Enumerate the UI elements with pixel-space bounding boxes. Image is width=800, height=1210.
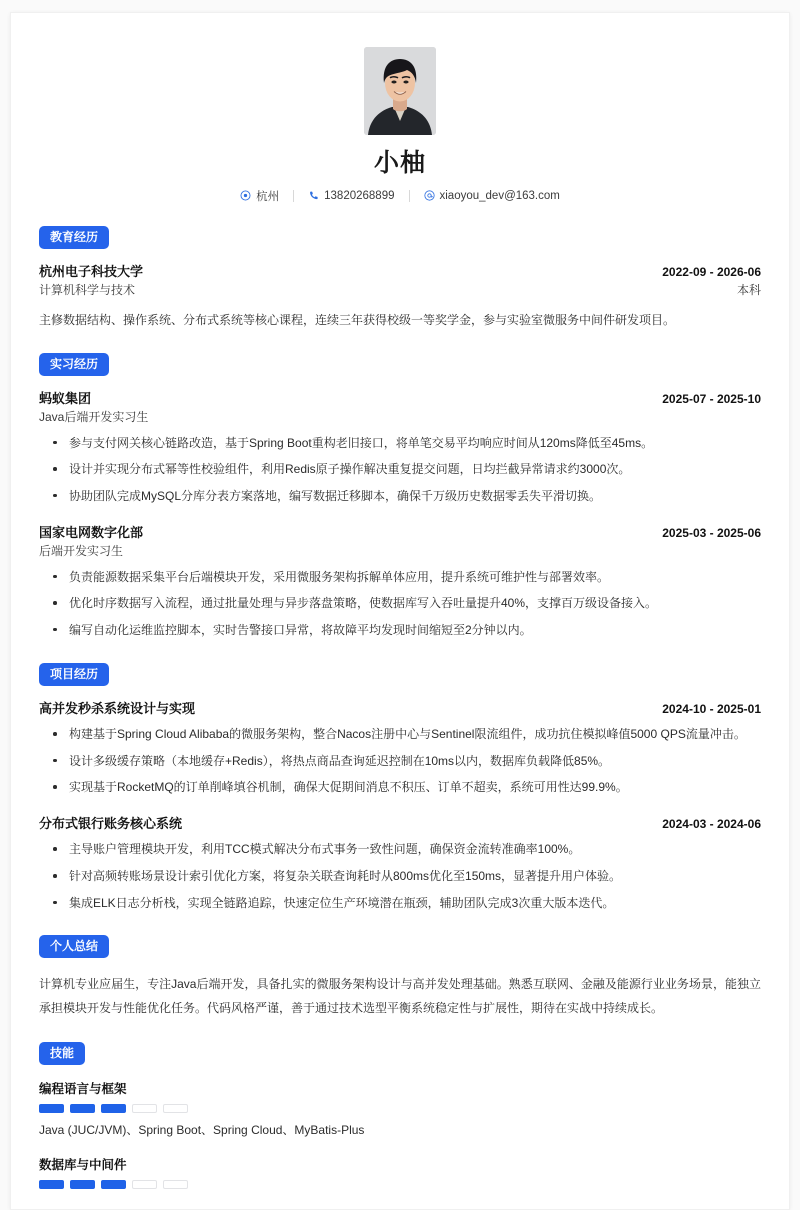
list-item: 负责能源数据采集平台后端模块开发，采用微服务架构拆解单体应用，提升系统可维护性与部署效率。	[39, 567, 761, 588]
company-name: 蚂蚁集团	[39, 390, 92, 406]
internship-entry	[39, 389, 761, 507]
job-title: Java后端开发实习生	[39, 410, 149, 425]
entry-header-row	[39, 814, 761, 834]
education-description: 主修数据结构、操作系统、分布式系统等核心课程，连续三年获得校级一等奖学金，参与实验室微服务中间件研发项目。	[39, 312, 676, 327]
list-item: 集成ELK日志分析栈，实现全链路追踪，快速定位生产环境潜在瓶颈，辅助团队完成3次重大版本迭代。	[39, 893, 761, 914]
internship-bullets	[39, 567, 761, 641]
rating-segment	[39, 1180, 64, 1189]
project-entry	[39, 814, 761, 913]
contact-email-text: xiaoyou_dev@163.com	[439, 189, 560, 202]
school-name: 杭州电子科技大学	[39, 263, 144, 279]
portrait-photo	[364, 47, 436, 135]
job-title: 后端开发实习生	[39, 544, 124, 559]
project-date: 2024-10 - 2025-01	[662, 701, 761, 716]
resume-page	[10, 12, 790, 1210]
rating-segment	[39, 1104, 64, 1113]
list-item: 主导账户管理模块开发，利用TCC模式解决分布式事务一致性问题，确保资金流转准确率100%。	[39, 839, 761, 860]
company-name: 国家电网数字化部	[39, 524, 144, 540]
section-internship	[39, 353, 761, 641]
contact-location	[226, 188, 293, 204]
email-icon	[424, 190, 435, 201]
skill-rating-bar	[39, 1104, 761, 1113]
contact-email	[410, 190, 574, 202]
rating-segment	[70, 1180, 95, 1189]
project-bullets	[39, 724, 761, 798]
resume-header	[39, 47, 761, 204]
rating-segment	[132, 1180, 157, 1189]
list-item: 编写自动化运维监控脚本，实时告警接口异常，将故障平均发现时间缩短至2分钟以内。	[39, 620, 761, 641]
contact-location-text: 杭州	[256, 190, 280, 203]
summary-text: 计算机专业应届生，专注Java后端开发，具备扎实的微服务架构设计与高并发处理基础。熟悉互联网、金融及能源行业业务场景，能独立承担模块开发与性能优化任务。代码风格严谨，善于通过技术选型平衡系统稳定性与扩展性，期待在实战中持续成长。	[39, 977, 761, 1016]
section-education	[39, 226, 761, 331]
rating-segment	[101, 1104, 126, 1113]
section-badge-projects: 项目经历	[39, 663, 109, 686]
education-date: 2022-09 - 2026-06	[662, 264, 761, 279]
list-item: 实现基于RocketMQ的订单削峰填谷机制，确保大促期间消息不积压、订单不超卖，系统可用性达99.9%。	[39, 777, 761, 798]
location-icon	[240, 190, 251, 201]
skill-items: Java (JUC/JVM)、Spring Boot、Spring Cloud、MyBatis-Plus	[39, 1123, 365, 1138]
section-skills	[39, 1042, 761, 1188]
rating-segment	[132, 1104, 157, 1113]
internship-date: 2025-03 - 2025-06	[662, 525, 761, 540]
list-item: 优化时序数据写入流程，通过批量处理与异步落盘策略，使数据库写入吞吐量提升40%，支撑百万级设备接入。	[39, 593, 761, 614]
list-item: 设计多级缓存策略（本地缓存+Redis），将热点商品查询延迟控制在10ms以内，数据库负载降低85%。	[39, 751, 761, 772]
rating-segment	[70, 1104, 95, 1113]
skill-group	[39, 1079, 761, 1140]
section-badge-skills: 技能	[39, 1042, 85, 1065]
rating-segment	[101, 1180, 126, 1189]
entry-header-row	[39, 389, 761, 409]
project-name: 分布式银行账务核心系统	[39, 815, 183, 831]
contact-list	[39, 188, 761, 204]
contact-phone	[294, 190, 408, 202]
entry-header-row	[39, 699, 761, 719]
skill-group-name: 编程语言与框架	[39, 1082, 127, 1097]
rating-segment	[163, 1180, 188, 1189]
project-entry	[39, 699, 761, 798]
list-item: 设计并实现分布式幂等性校验组件，利用Redis原子操作解决重复提交问题，日均拦截异常请求约3000次。	[39, 459, 761, 480]
list-item: 针对高频转账场景设计索引优化方案，将复杂关联查询耗时从800ms优化至150ms，显著提升用户体验。	[39, 866, 761, 887]
entry-header-row	[39, 523, 761, 543]
section-summary	[39, 935, 761, 1020]
list-item: 参与支付网关核心链路改造，基于Spring Boot重构老旧接口，将单笔交易平均响应时间从120ms降低至45ms。	[39, 433, 761, 454]
section-badge-summary: 个人总结	[39, 935, 109, 958]
section-badge-education: 教育经历	[39, 226, 109, 249]
degree: 本科	[736, 283, 761, 297]
entry-sub-row	[39, 281, 761, 300]
education-entry	[39, 262, 761, 331]
candidate-name: 小柚	[373, 149, 426, 177]
contact-phone-text: 13820268899	[324, 189, 395, 202]
internship-entry	[39, 523, 761, 641]
entry-header-row	[39, 262, 761, 282]
rating-segment	[163, 1104, 188, 1113]
skill-rating-bar	[39, 1180, 761, 1189]
internship-bullets	[39, 433, 761, 507]
list-item: 协助团队完成MySQL分库分表方案落地，编写数据迁移脚本，确保千万级历史数据零丢失平滑切换。	[39, 486, 761, 507]
project-bullets	[39, 839, 761, 913]
internship-date: 2025-07 - 2025-10	[662, 391, 761, 406]
skill-group-name: 数据库与中间件	[39, 1157, 127, 1172]
section-projects	[39, 663, 761, 914]
phone-icon	[308, 190, 319, 201]
project-date: 2024-03 - 2024-06	[662, 816, 761, 831]
skill-group	[39, 1155, 761, 1189]
major: 计算机科学与技术	[39, 283, 136, 297]
list-item: 构建基于Spring Cloud Alibaba的微服务架构，整合Nacos注册中心与Sentinel限流组件，成功抗住模拟峰值5000 QPS流量冲击。	[39, 724, 761, 745]
section-badge-internship: 实习经历	[39, 353, 109, 376]
project-name: 高并发秒杀系统设计与实现	[39, 700, 196, 716]
